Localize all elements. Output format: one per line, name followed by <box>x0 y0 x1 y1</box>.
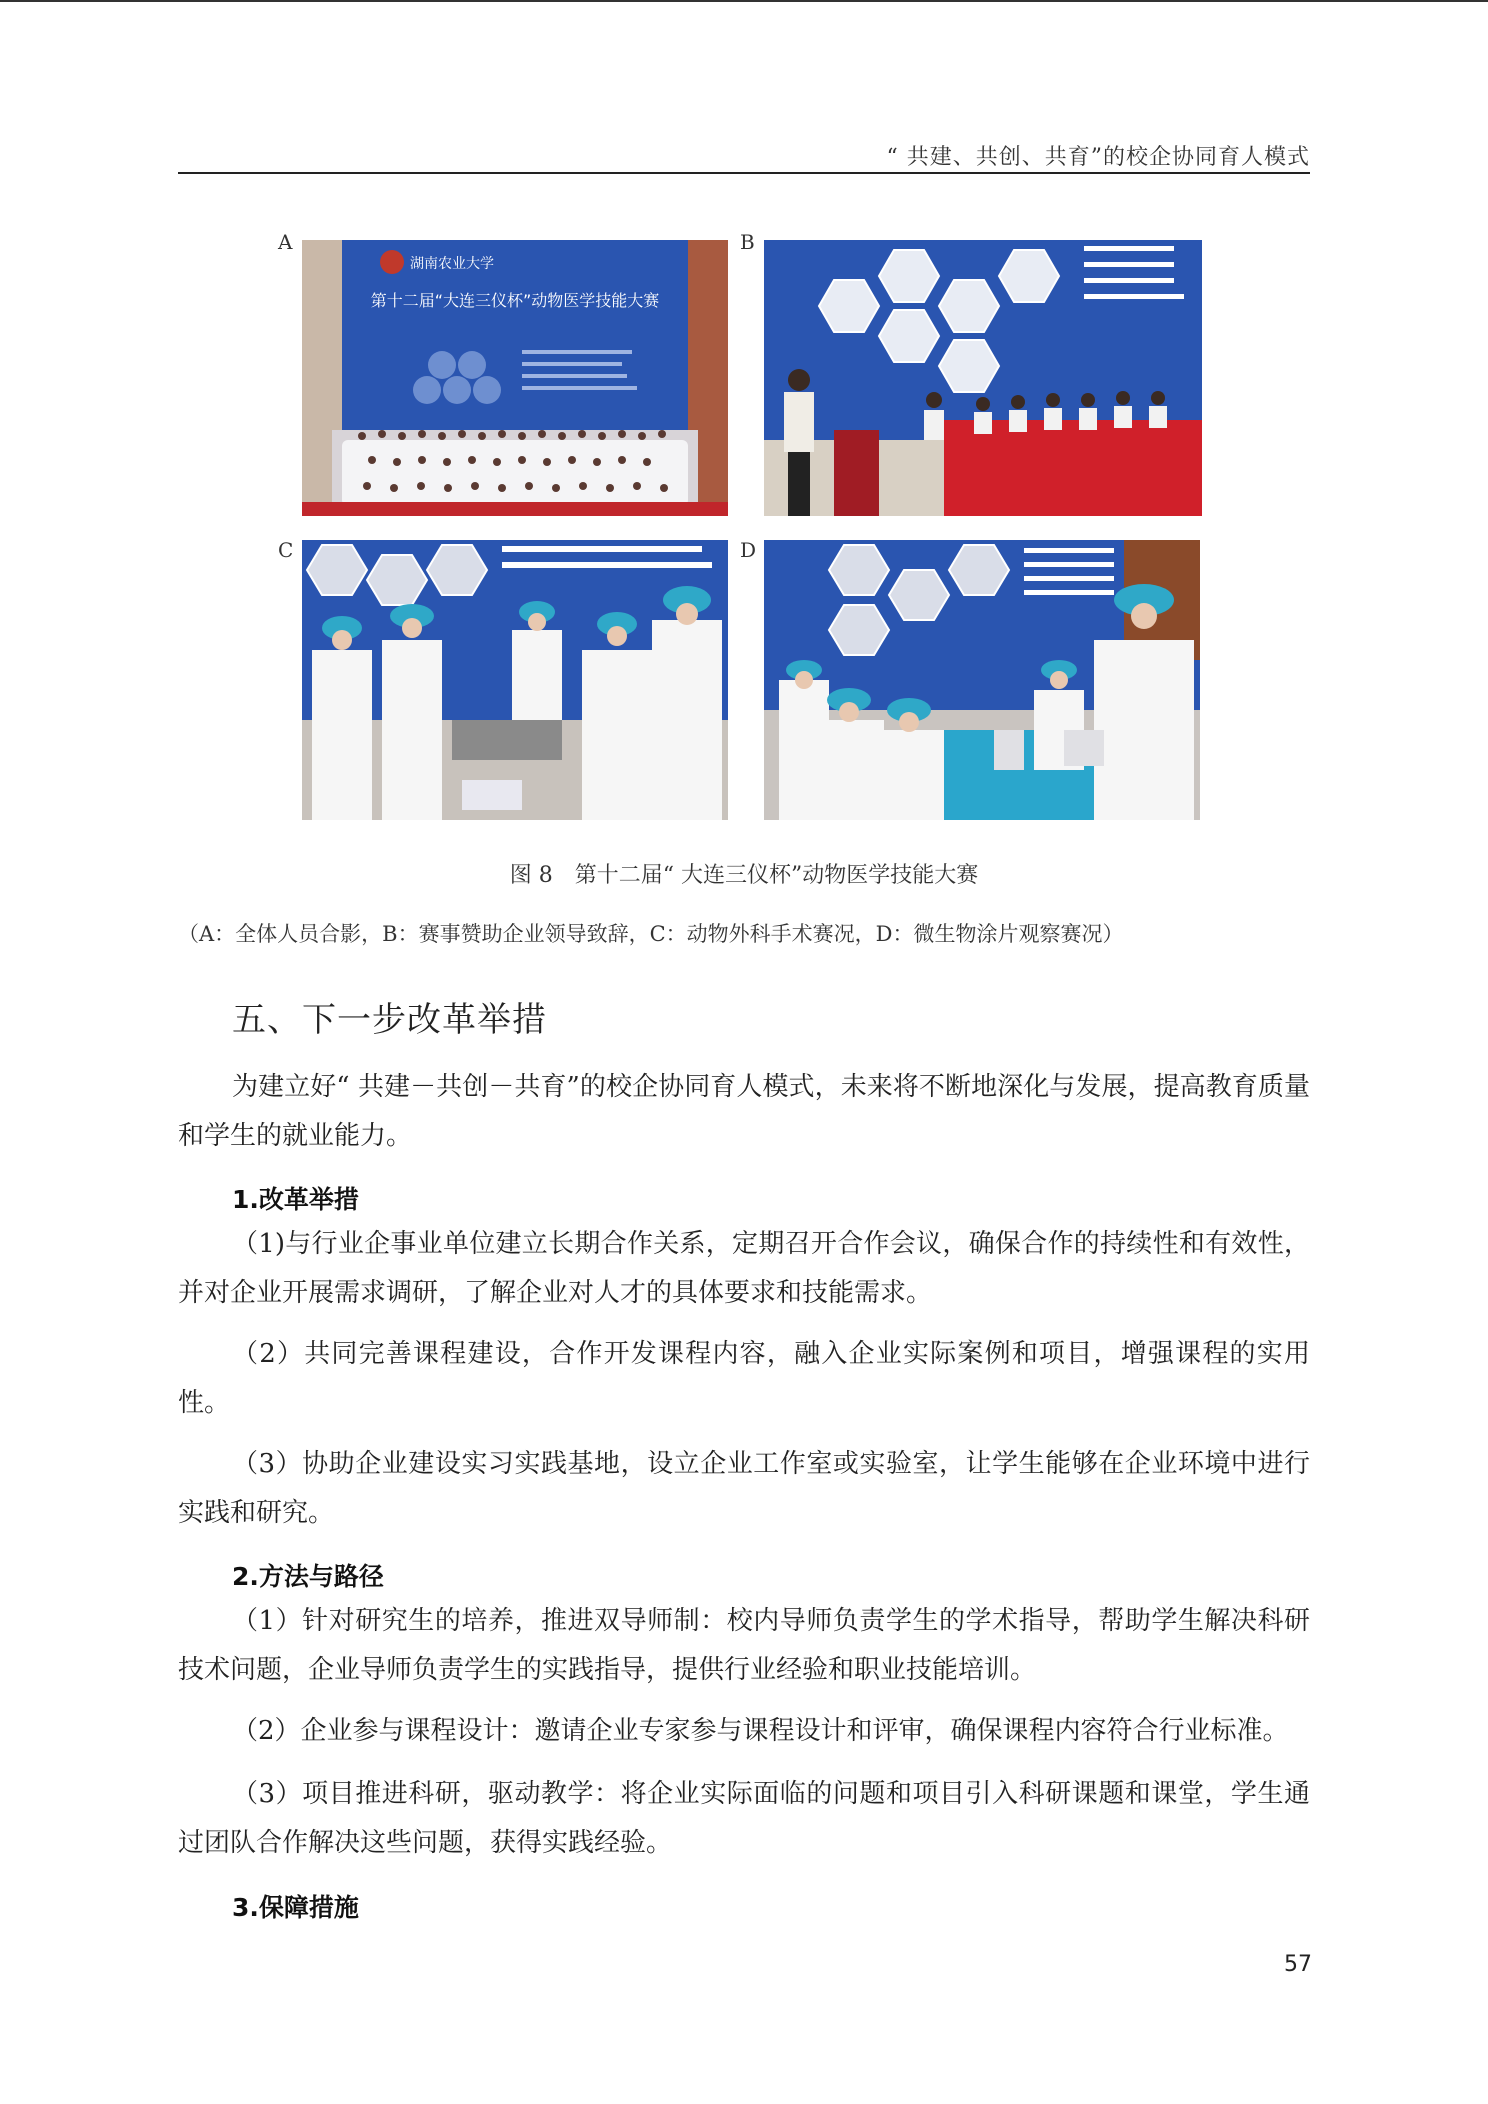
figure-caption: 图 8 第十二届“ 大连三仪杯”动物医学技能大赛 <box>509 863 979 888</box>
photo-speech <box>764 240 1202 516</box>
panel-label-b: B <box>740 230 755 254</box>
intro-paragraph: 为建立好“ 共建－共创－共育”的校企协同育人模式，未来将不断地深化与发展，提高教育质量和学生的就业能力。 <box>178 1072 1310 1151</box>
section-title: 五、下一步改革举措 <box>232 1000 547 1040</box>
panel-label-a: A <box>278 230 293 254</box>
speech-photo-icon <box>764 240 1202 516</box>
panel-label-c: C <box>278 538 294 562</box>
paragraph-2-2: （2）企业参与课程设计：邀请企业专家参与课程设计和评审，确保课程内容符合行业标准。 <box>232 1716 1289 1746</box>
paragraph-2-3: （3）项目推进科研，驱动教学：将企业实际面临的问题和项目引入科研课题和课堂，学生通过团队合作解决这些问题，获得实践经验。 <box>178 1779 1310 1858</box>
running-header: “ 共建、共创、共育”的校企协同育人模式 <box>886 145 1310 170</box>
top-border <box>0 0 1488 2</box>
paragraph-1-1: （1)与行业企事业单位建立长期合作关系，定期召开合作会议，确保合作的持续性和有效性，并对企业开展需求调研，了解企业对人才的具体要求和技能需求。 <box>178 1229 1310 1308</box>
page-number: 57 <box>1284 1952 1312 1977</box>
photo-microscope <box>764 540 1200 820</box>
figure-note: （A：全体人员合影，B：赛事赞助企业领导致辞，C：动物外科手术赛况，D：微生物涂片观察赛况） <box>178 922 1124 946</box>
group-photo-icon <box>302 240 728 516</box>
subsection-title-1: 1.改革举措 <box>232 1185 359 1214</box>
subsection-title-3: 3.保障措施 <box>232 1893 359 1922</box>
paragraph-1-2: （2）共同完善课程建设，合作开发课程内容，融入企业实际案例和项目，增强课程的实用性。 <box>178 1339 1310 1418</box>
paragraph-2-1: （1）针对研究生的培养，推进双导师制：校内导师负责学生的学术指导，帮助学生解决科研技术问题，企业导师负责学生的实践指导，提供行业经验和职业技能培训。 <box>178 1606 1310 1685</box>
paragraph-1-3: （3）协助企业建设实习实践基地，设立企业工作室或实验室，让学生能够在企业环境中进行实践和研究。 <box>178 1449 1310 1528</box>
microscope-photo-icon <box>764 540 1200 820</box>
svg-text:湖南农业大学: 湖南农业大学 <box>410 256 494 272</box>
subsection-title-2: 2.方法与路径 <box>232 1562 384 1591</box>
header-rule <box>178 172 1310 174</box>
panel-label-d: D <box>740 538 757 562</box>
banner-text: 第十二届“大连三仪杯”动物医学技能大赛 <box>370 291 660 310</box>
photo-surgery <box>302 540 728 820</box>
surgery-photo-icon <box>302 540 728 820</box>
photo-group <box>302 240 728 516</box>
